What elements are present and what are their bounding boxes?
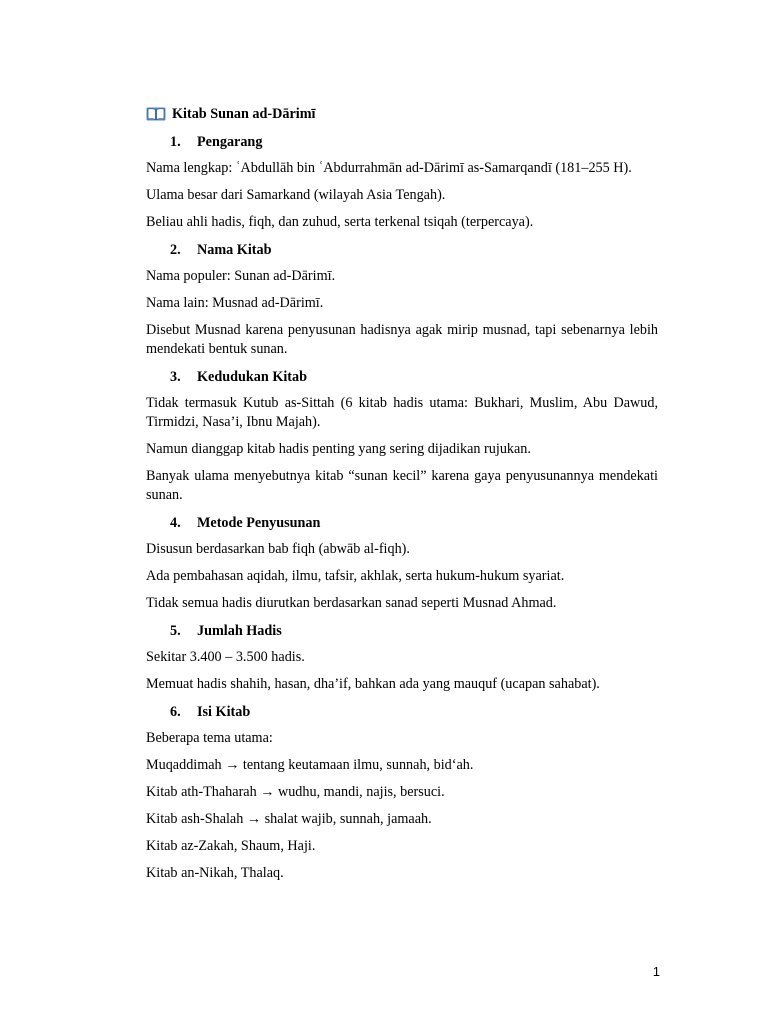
section-title: Metode Penyusunan [197, 515, 321, 531]
document-body [146, 104, 658, 891]
paragraph: Ada pembahasan aqidah, ilmu, tafsir, akhlak, serta hukum-hukum syariat. [146, 568, 565, 584]
section-title: Pengarang [197, 134, 263, 150]
section-title: Jumlah Hadis [197, 623, 282, 639]
paragraph: Sekitar 3.400 – 3.500 hadis. [146, 649, 305, 665]
paragraph: Banyak ulama menyebutnya kitab “sunan kecil” karena gaya penyusunannya mendekati sunan. [146, 468, 658, 503]
open-book-icon [146, 106, 166, 122]
paragraph: Muqaddimah → tentang keutamaan ilmu, sunnah, bid‘ah. [146, 757, 474, 773]
section-heading-pengarang [146, 132, 658, 152]
paragraph: Tidak termasuk Kutub as-Sittah (6 kitab hadis utama: Bukhari, Muslim, Abu Dawud, Tirmidzi, Nasa’i, Ibnu Majah). [146, 395, 658, 430]
document-title [146, 104, 658, 124]
paragraph: Nama lain: Musnad ad-Dārimī. [146, 295, 324, 311]
section-number: 3. [170, 369, 181, 385]
section-heading-isi-kitab [146, 702, 658, 722]
section-number: 6. [170, 704, 181, 720]
section-title: Isi Kitab [197, 704, 251, 720]
paragraph: Kitab az-Zakah, Shaum, Haji. [146, 838, 316, 854]
section-heading-nama-kitab [146, 240, 658, 260]
section-number: 4. [170, 515, 181, 531]
paragraph: Memuat hadis shahih, hasan, dha’if, bahkan ada yang mauquf (ucapan sahabat). [146, 676, 600, 692]
document-title-text: Kitab Sunan ad-Dārimī [172, 106, 316, 122]
paragraph: Kitab ash-Shalah → shalat wajib, sunnah, jamaah. [146, 811, 432, 827]
paragraph: Beberapa tema utama: [146, 730, 273, 746]
paragraph: Namun dianggap kitab hadis penting yang sering dijadikan rujukan. [146, 441, 531, 457]
paragraph: Disebut Musnad karena penyusunan hadisnya agak mirip musnad, tapi sebenarnya lebih mendekati bentuk sunan. [146, 322, 658, 357]
section-heading-metode-penyusunan [146, 513, 658, 533]
section-number: 5. [170, 623, 181, 639]
paragraph: Nama lengkap: ʿAbdullāh bin ʿAbdurrahmān ad-Dārimī as-Samarqandī (181–255 H). [146, 160, 632, 176]
paragraph: Beliau ahli hadis, fiqh, dan zuhud, serta terkenal tsiqah (terpercaya). [146, 214, 534, 230]
section-title: Kedudukan Kitab [197, 369, 308, 385]
paragraph: Tidak semua hadis diurutkan berdasarkan sanad seperti Musnad Ahmad. [146, 595, 557, 611]
section-number: 1. [170, 134, 181, 150]
section-number: 2. [170, 242, 181, 258]
section-title: Nama Kitab [197, 242, 272, 258]
page-number: 1 [652, 964, 660, 979]
paragraph: Kitab an-Nikah, Thalaq. [146, 865, 284, 881]
paragraph: Ulama besar dari Samarkand (wilayah Asia Tengah). [146, 187, 446, 203]
section-heading-kedudukan-kitab [146, 367, 658, 387]
paragraph: Nama populer: Sunan ad-Dārimī. [146, 268, 336, 284]
paragraph: Disusun berdasarkan bab fiqh (abwāb al-fiqh). [146, 541, 410, 557]
paragraph: Kitab ath-Thaharah → wudhu, mandi, najis, bersuci. [146, 784, 445, 800]
section-heading-jumlah-hadis [146, 621, 658, 641]
